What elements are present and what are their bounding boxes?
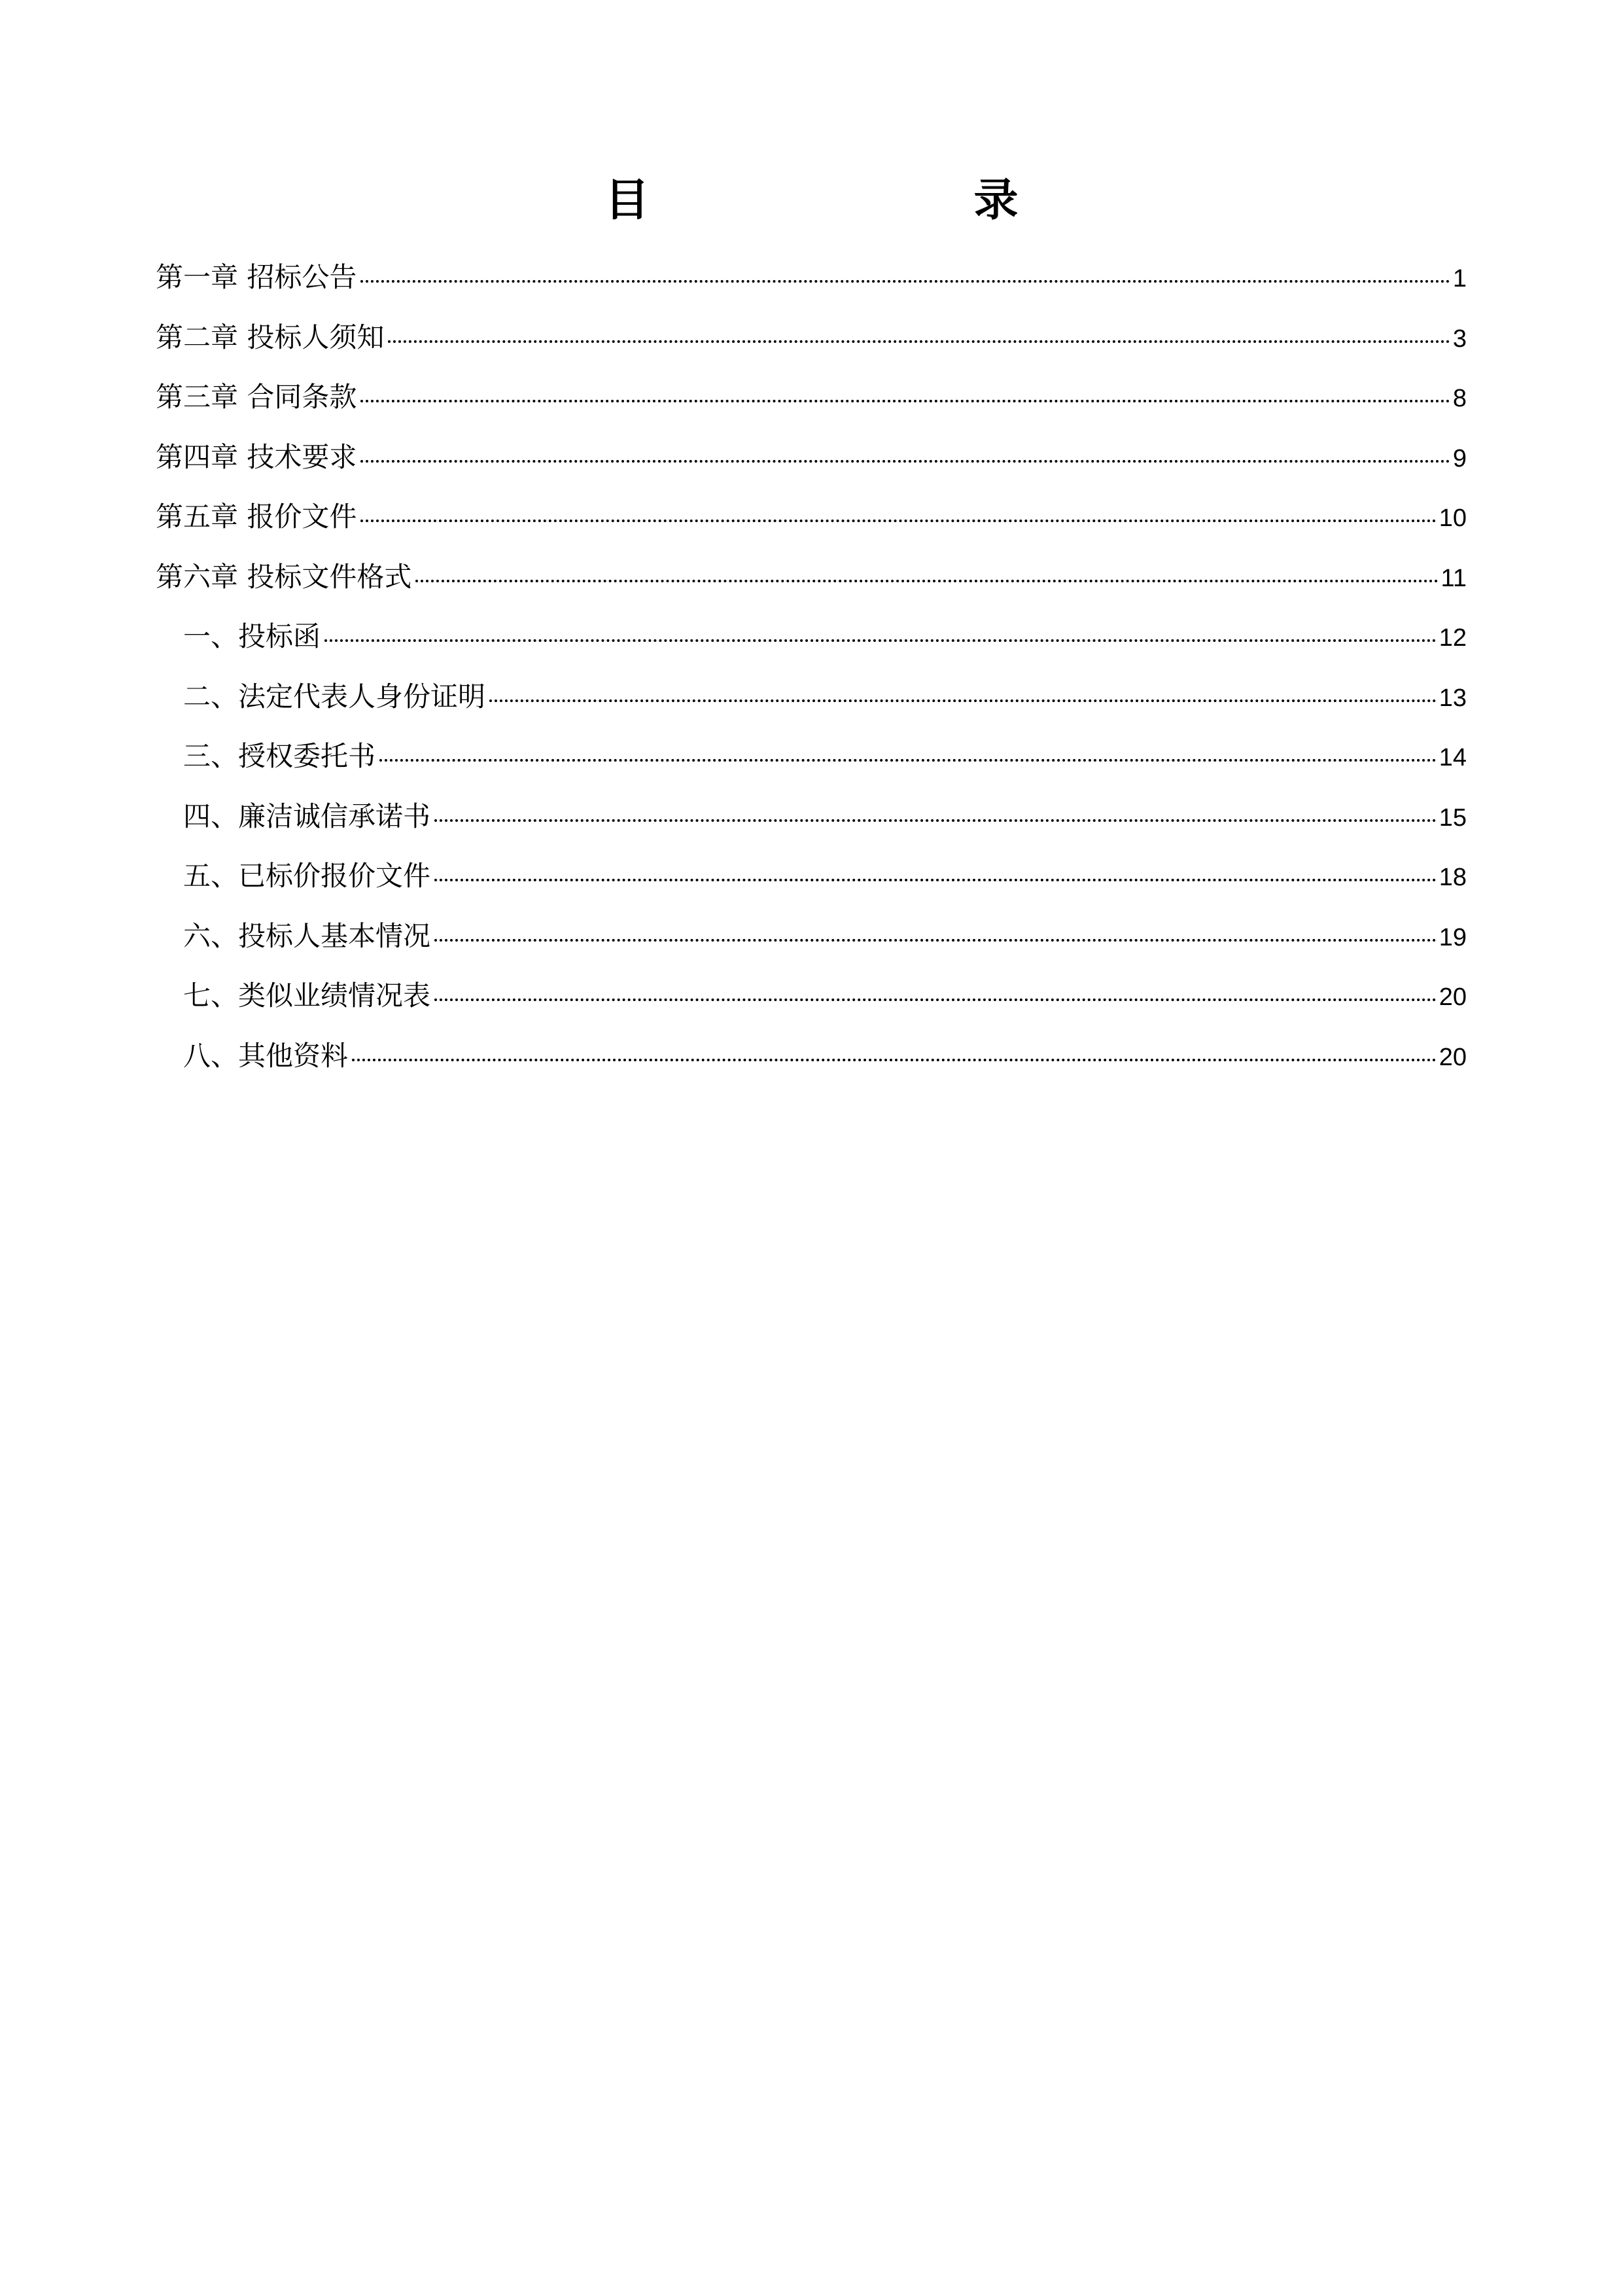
dot-leader <box>360 460 1450 463</box>
dot-leader <box>434 879 1437 881</box>
toc-entry-page: 20 <box>1439 1043 1467 1071</box>
toc-entry-page: 8 <box>1452 385 1467 412</box>
toc-entry-section-8[interactable] <box>156 1026 1467 1086</box>
toc-entry-page: 14 <box>1439 744 1467 771</box>
dot-leader <box>434 939 1437 942</box>
toc-entry-page: 3 <box>1452 325 1467 353</box>
toc-entry-page: 20 <box>1439 983 1467 1011</box>
toc-entry-chapter-1[interactable] <box>156 247 1467 308</box>
toc-entry-section-4[interactable] <box>156 786 1467 847</box>
toc-entry-page: 12 <box>1439 624 1467 652</box>
dot-leader <box>388 340 1450 343</box>
toc-entry-page: 1 <box>1452 265 1467 292</box>
toc-entry-label: 二、法定代表人身份证明 <box>183 680 486 713</box>
toc-entry-label: 第一章 招标公告 <box>156 261 357 293</box>
toc-entry-chapter-2[interactable] <box>156 308 1467 368</box>
toc-entry-section-6[interactable] <box>156 906 1467 966</box>
toc-entry-page: 11 <box>1440 564 1467 592</box>
dot-leader <box>489 699 1437 702</box>
toc-entry-section-2[interactable] <box>156 667 1467 727</box>
dot-leader <box>434 819 1437 822</box>
toc-entry-label: 一、投标函 <box>183 620 321 652</box>
toc-title: 目 录 <box>604 175 1097 226</box>
toc-entry-section-1[interactable] <box>156 607 1467 667</box>
dot-leader <box>360 280 1450 283</box>
toc-entry-chapter-6[interactable] <box>156 547 1467 607</box>
toc-entry-label: 五、已标价报价文件 <box>183 860 431 892</box>
toc-entry-page: 19 <box>1439 923 1467 951</box>
dot-leader <box>360 520 1436 522</box>
toc-entry-page: 10 <box>1439 504 1467 532</box>
toc-list <box>156 247 1467 1086</box>
toc-entry-section-3[interactable] <box>156 726 1467 786</box>
dot-leader <box>352 1059 1437 1061</box>
dot-leader <box>415 580 1438 582</box>
dot-leader <box>324 639 1437 642</box>
toc-entry-page: 18 <box>1439 864 1467 891</box>
dot-leader <box>434 998 1437 1001</box>
toc-entry-label: 第二章 投标人须知 <box>156 321 385 353</box>
toc-entry-label: 四、廉洁诚信承诺书 <box>183 800 431 832</box>
toc-entry-label: 第六章 投标文件格式 <box>156 560 412 593</box>
toc-entry-page: 15 <box>1439 804 1467 832</box>
toc-entry-chapter-3[interactable] <box>156 367 1467 427</box>
toc-entry-page: 13 <box>1439 684 1467 712</box>
toc-entry-section-5[interactable] <box>156 846 1467 906</box>
toc-entry-label: 八、其他资料 <box>183 1039 349 1072</box>
dot-leader <box>379 759 1437 762</box>
toc-entry-label: 三、授权委托书 <box>183 740 376 772</box>
toc-entry-label: 六、投标人基本情况 <box>183 919 431 952</box>
toc-entry-label: 七、类似业绩情况表 <box>183 980 431 1012</box>
toc-entry-label: 第三章 合同条款 <box>156 381 357 413</box>
toc-entry-page: 9 <box>1452 444 1467 472</box>
toc-entry-chapter-5[interactable] <box>156 487 1467 547</box>
dot-leader <box>360 400 1450 402</box>
toc-entry-chapter-4[interactable] <box>156 427 1467 487</box>
toc-entry-label: 第五章 报价文件 <box>156 501 357 533</box>
toc-entry-section-7[interactable] <box>156 966 1467 1026</box>
toc-entry-label: 第四章 技术要求 <box>156 440 357 473</box>
